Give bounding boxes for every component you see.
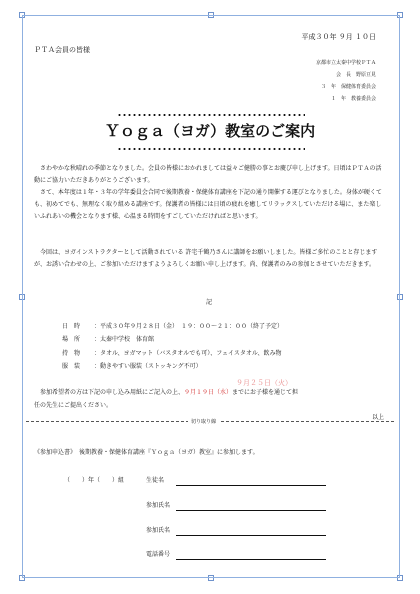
phone-number-field[interactable] — [176, 551, 326, 560]
detail-value-items: ：タオル、ヨガマット（バスタオルでも可）、フェイスタオル、飲み物 — [94, 350, 282, 357]
request-deadline: ９月１９日（水） — [184, 389, 233, 396]
detail-value-place: ：太秦中学校 体育館 — [94, 336, 155, 343]
sender-line-4: １ 年 教養委員会 — [330, 96, 376, 102]
document-title: Ｙｏｇａ（ヨガ）教室のご案内 — [104, 122, 316, 140]
detail-label-datetime: 日 時 — [62, 323, 81, 330]
ki-heading: 記 — [206, 299, 213, 306]
form-class-label: （ ）年（ ）組 — [64, 477, 125, 484]
title-ornament-bottom — [117, 147, 305, 151]
title-ornament-top — [117, 113, 305, 117]
request-pre: 参加希望者の方は下記の申し込み用紙にご記入の上、 — [40, 389, 185, 396]
closing-text: 以上 — [371, 414, 384, 421]
form-student-name-label: 生徒名 — [146, 477, 165, 484]
sender-line-2: 会 長 野原豆見 — [335, 72, 376, 78]
detail-label-place: 場 所 — [62, 336, 81, 343]
detail-value-datetime: ：平成３０年９月２８日（金） １９：００～２１：００（終了予定） — [94, 323, 284, 330]
form-phone-label: 電話番号 — [146, 551, 171, 558]
sender-line-1: 京都市立太秦中学校ＰＴＡ — [315, 60, 376, 66]
detail-label-clothes: 服 装 — [62, 363, 81, 370]
body-paragraph-1: さわやかな秋晴れの季節となりました。会員の皆様におかれましては益々ご健勝の事とお慶び申し上げます。日頃はＰＴＡの活動にご協力いただきありがとうございます。 — [34, 165, 382, 184]
body-paragraph-3: 今回は、ヨガインストラクターとして活動されている 許宅千鶴乃さんに講師をお願いしました。皆様ご多忙のことと存じますが、お誘い合わせの上、ご参加いただけますようよろしくお願い申し上げます。尚、保護者のみの参加とさせていただきます。 — [34, 249, 378, 268]
cut-line-label: 切り取り線 — [188, 419, 219, 425]
letter-date: 平成３０年 ９月 １０日 — [301, 33, 376, 41]
sender-line-3: ３ 年 保健体育委員会 — [320, 84, 376, 90]
form-participant-label-1: 参加氏名 — [146, 502, 171, 509]
body-paragraph-2: さて、本年度は１年・３年の学年委員会合同で後期教養・保健体育講座を下記の通り開催する運びとなりました。身体が硬くても、初めてでも、無理なく取り組める講座です。保護者の皆様には日頃の疲れを癒してリラックスしていただける場に、また楽しいふれあいの機会となります様、心温まる時間をすごしていただければと思います。 — [34, 189, 382, 220]
date-stamp: ９月２５日（火） — [236, 379, 292, 387]
participant-name-field-1[interactable] — [176, 502, 326, 511]
detail-label-items: 持 物 — [62, 350, 81, 357]
letter-recipient: ＰＴＡ会員の皆様 — [34, 46, 90, 54]
detail-value-clothes: ：動きやすい服装（ストッキング不可） — [94, 363, 202, 370]
request-line-2: 任の先生にご提出ください。 — [34, 402, 113, 409]
request-line-1 — [40, 389, 298, 396]
form-intro: 《参加申込書》 後期教養・保健体育講座『Ｙｏｇａ（ヨガ）教室』に参加します。 — [34, 449, 259, 456]
participant-name-field-2[interactable] — [176, 527, 326, 536]
request-post: までにお子様を通じて担 — [232, 389, 299, 396]
student-name-field[interactable] — [176, 477, 326, 486]
form-participant-label-2: 参加氏名 — [146, 527, 171, 534]
